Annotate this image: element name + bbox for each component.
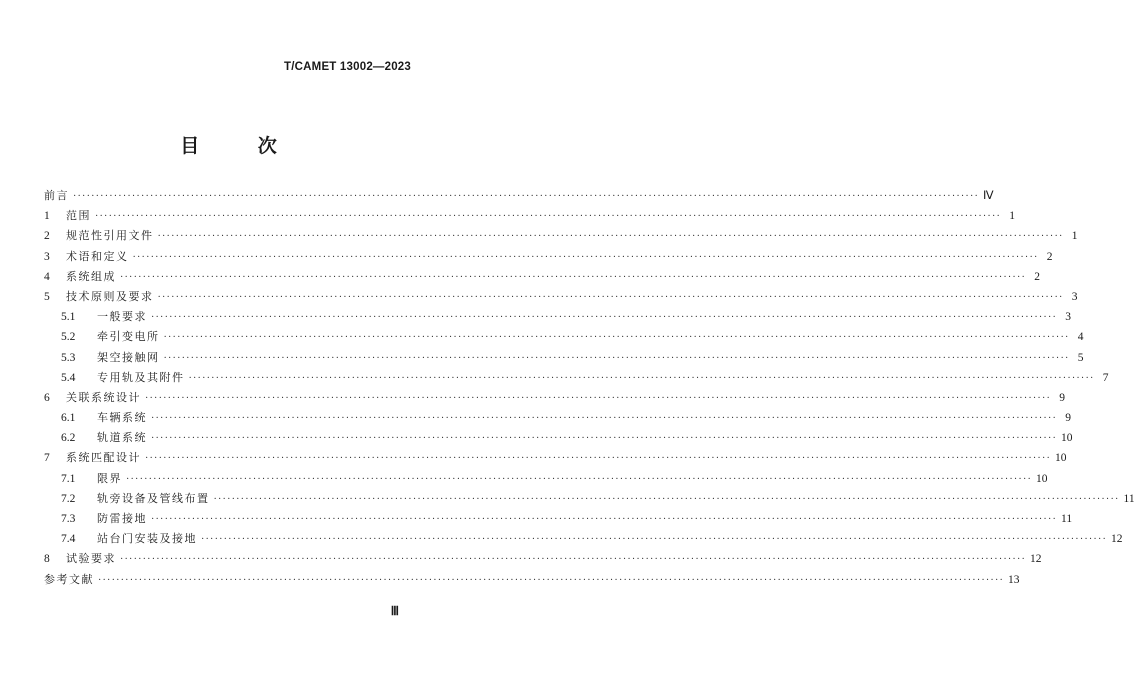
dot-leader: ········································································································································································································ bbox=[201, 534, 1108, 546]
toc-entry-page: 4 bbox=[1077, 331, 1084, 344]
dot-leader: ········································································································································································································ bbox=[151, 413, 1058, 425]
toc-entry bbox=[44, 307, 1072, 327]
toc-entry-number: 7.3 bbox=[61, 513, 76, 525]
toc-entry-number: 5 bbox=[44, 290, 50, 303]
dot-leader: ········································································································································································································ bbox=[95, 211, 1002, 223]
toc-entry-page: 3 bbox=[1065, 311, 1072, 324]
toc-entry-number: 5.2 bbox=[61, 331, 76, 344]
dot-leader: ········································································································································································································ bbox=[145, 453, 1052, 465]
dot-leader: ········································································································································································································ bbox=[120, 554, 1027, 566]
toc-entry bbox=[44, 408, 1072, 428]
toc-entry bbox=[44, 489, 1135, 509]
toc-entry bbox=[44, 570, 1020, 590]
toc-entry bbox=[44, 226, 1078, 246]
document-code: T/CAMET 13002—2023 bbox=[284, 61, 411, 73]
dot-leader: ········································································································································································································ bbox=[163, 352, 1070, 364]
toc-entry-title: 站台门安装及接地 bbox=[97, 532, 197, 546]
toc-entry-title: 车辆系统 bbox=[97, 411, 147, 425]
toc-entry bbox=[44, 428, 1073, 448]
dot-leader: ········································································································································································································ bbox=[98, 574, 1005, 586]
toc-entry-number: 8 bbox=[44, 553, 50, 566]
toc-entry bbox=[44, 509, 1073, 529]
dot-leader: ········································································································································································································ bbox=[157, 291, 1064, 303]
dot-leader: ········································································································································································································ bbox=[188, 372, 1095, 384]
toc-entry-title: 规范性引用文件 bbox=[66, 229, 154, 243]
toc-entry-page: 12 bbox=[1111, 533, 1123, 546]
toc-entry-page: 5 bbox=[1077, 351, 1084, 364]
toc-entry-title: 范围 bbox=[66, 209, 91, 223]
toc-list bbox=[44, 186, 1135, 590]
toc-title: 目 次 bbox=[180, 135, 303, 157]
toc-entry-title: 前言 bbox=[44, 189, 69, 202]
toc-entry-page: 10 bbox=[1061, 432, 1073, 445]
toc-entry bbox=[44, 549, 1042, 569]
toc-entry-number: 5.1 bbox=[61, 311, 76, 324]
toc-entry bbox=[44, 247, 1053, 267]
toc-entry-title: 轨道系统 bbox=[97, 431, 147, 445]
toc-entry-title: 防雷接地 bbox=[97, 512, 147, 525]
toc-entry-title: 架空接触网 bbox=[97, 350, 160, 364]
dot-leader: ········································································································································································································ bbox=[163, 332, 1070, 344]
toc-entry-page: 1 bbox=[1009, 210, 1016, 223]
dot-leader: ········································································································································································································ bbox=[145, 392, 1052, 404]
toc-entry bbox=[44, 206, 1016, 226]
toc-entry bbox=[44, 348, 1084, 368]
toc-entry-title: 关联系统设计 bbox=[66, 390, 141, 404]
toc-entry-title: 限界 bbox=[97, 471, 122, 485]
toc-entry bbox=[44, 186, 994, 206]
page-number: Ⅲ bbox=[390, 604, 399, 618]
toc-entry bbox=[44, 448, 1067, 468]
toc-entry bbox=[44, 368, 1109, 388]
toc-entry-page: 11 bbox=[1061, 513, 1073, 525]
toc-entry-page: 9 bbox=[1065, 412, 1072, 425]
toc-entry-page: 1 bbox=[1071, 230, 1078, 243]
toc-entry-title: 试验要求 bbox=[66, 552, 116, 566]
toc-entry bbox=[44, 327, 1084, 347]
dot-leader: ········································································································································································································ bbox=[151, 514, 1058, 525]
toc-entry-number: 1 bbox=[44, 210, 50, 223]
toc-entry-number: 7.2 bbox=[61, 492, 76, 505]
toc-entry-number: 2 bbox=[44, 230, 50, 243]
toc-entry-number: 5.4 bbox=[61, 371, 76, 384]
toc-entry-number: 5.3 bbox=[61, 351, 76, 364]
toc-entry-title: 技术原则及要求 bbox=[66, 289, 154, 303]
toc-entry-page: Ⅳ bbox=[983, 190, 994, 202]
dot-leader: ········································································································································································································ bbox=[73, 191, 980, 202]
dot-leader: ········································································································································································································ bbox=[157, 231, 1064, 243]
toc-entry bbox=[44, 267, 1041, 287]
toc-entry-title: 系统匹配设计 bbox=[66, 451, 141, 465]
toc-entry-title: 轨旁设备及管线布置 bbox=[97, 491, 210, 505]
dot-leader: ········································································································································································································ bbox=[151, 312, 1058, 324]
toc-entry-page: 10 bbox=[1055, 452, 1067, 465]
toc-entry-number: 6.1 bbox=[61, 412, 76, 425]
toc-entry-page: 11 bbox=[1123, 492, 1135, 505]
toc-entry-page: 2 bbox=[1046, 250, 1053, 263]
toc-entry-number: 3 bbox=[44, 250, 50, 263]
toc-entry-page: 12 bbox=[1030, 553, 1042, 566]
toc-entry-number: 7.4 bbox=[61, 533, 76, 546]
toc-entry-number: 4 bbox=[44, 270, 50, 283]
toc-entry-page: 2 bbox=[1034, 270, 1041, 283]
toc-entry bbox=[44, 529, 1123, 549]
toc-entry-number: 7.1 bbox=[61, 472, 76, 485]
toc-entry bbox=[44, 388, 1066, 408]
dot-leader: ········································································································································································································ bbox=[132, 251, 1039, 263]
toc-entry-title: 牵引变电所 bbox=[97, 330, 160, 344]
toc-entry-page: 13 bbox=[1008, 573, 1020, 586]
dot-leader: ········································································································································································································ bbox=[151, 433, 1058, 445]
toc-entry-page: 9 bbox=[1059, 391, 1066, 404]
toc-entry-number: 7 bbox=[44, 452, 50, 465]
toc-entry bbox=[44, 469, 1048, 489]
toc-entry-page: 3 bbox=[1071, 290, 1078, 303]
toc-entry-number: 6.2 bbox=[61, 432, 76, 445]
toc-entry-title: 术语和定义 bbox=[66, 249, 129, 263]
dot-leader: ········································································································································································································ bbox=[213, 493, 1120, 505]
toc-entry-title: 一般要求 bbox=[97, 310, 147, 324]
toc-entry-title: 参考文献 bbox=[44, 572, 94, 586]
toc-entry-number: 6 bbox=[44, 391, 50, 404]
dot-leader: ········································································································································································································ bbox=[120, 271, 1027, 283]
toc-entry-title: 系统组成 bbox=[66, 269, 116, 283]
toc-entry-page: 7 bbox=[1102, 371, 1109, 384]
toc-entry-page: 10 bbox=[1036, 472, 1048, 485]
toc-entry-title: 专用轨及其附件 bbox=[97, 370, 185, 384]
toc-entry bbox=[44, 287, 1078, 307]
dot-leader: ········································································································································································································ bbox=[126, 473, 1033, 485]
